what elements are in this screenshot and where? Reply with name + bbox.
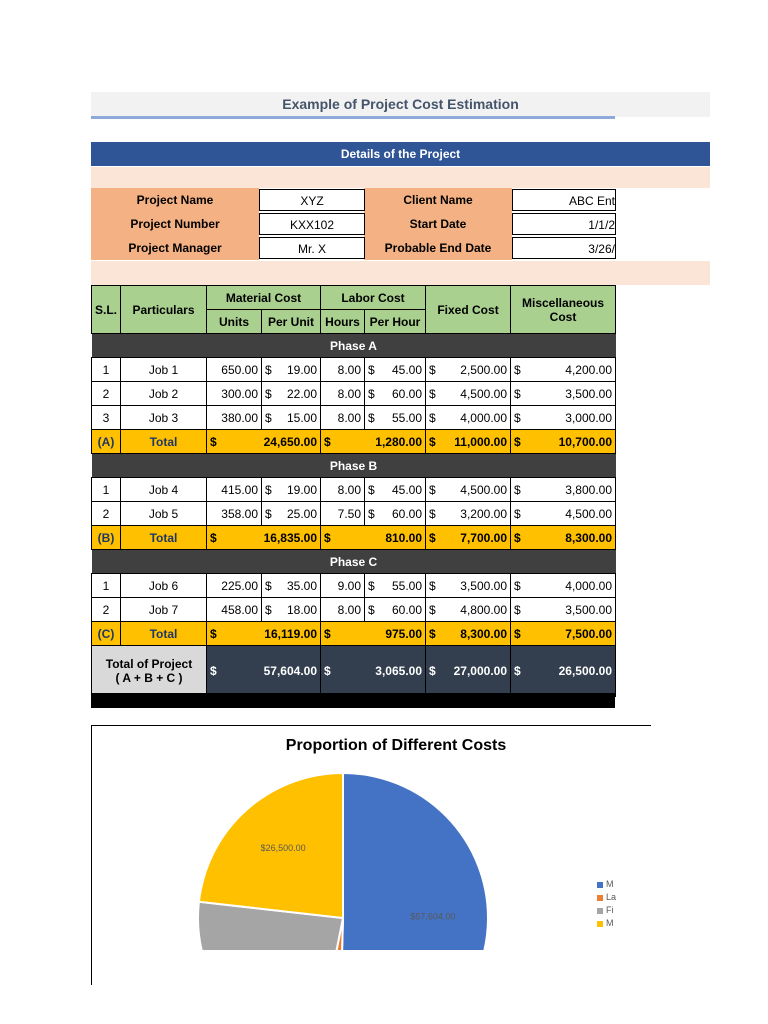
legend-swatch (597, 882, 603, 888)
project-name-label: Project Name (136, 193, 214, 207)
currency-symbol: $ (265, 386, 272, 401)
grand-total-material-value: 57,604.00 (263, 664, 318, 678)
header-particulars: Particulars (121, 286, 207, 334)
row-fixed (426, 358, 511, 382)
grand-total-fixed (426, 646, 511, 697)
row-job: Job 1 (121, 358, 207, 382)
project-number-value: KXX102 (259, 213, 365, 235)
row-fixed-value: 3,200.00 (460, 506, 508, 521)
title-underline (91, 116, 615, 119)
grand-total-labor (321, 646, 426, 697)
row-job: Job 5 (121, 502, 207, 526)
table-row (92, 502, 616, 526)
pie-data-label: $26,500.00 (260, 842, 306, 853)
row-fixed (426, 598, 511, 622)
row-hours: 8.00 (321, 406, 365, 430)
row-per-unit (262, 502, 321, 526)
row-job: Job 6 (121, 574, 207, 598)
total-label: Total (121, 526, 207, 550)
row-per-hour-value: 60.00 (391, 506, 423, 521)
row-fixed (426, 478, 511, 502)
currency-symbol: $ (324, 434, 331, 449)
row-fixed (426, 502, 511, 526)
legend-item (597, 904, 637, 917)
row-per-hour (365, 358, 426, 382)
row-fixed-value: 4,000.00 (460, 410, 508, 425)
header-per-unit: Per Unit (262, 310, 321, 334)
currency-symbol: $ (514, 602, 521, 617)
total-material (207, 430, 321, 454)
row-misc-value: 3,800.00 (565, 482, 613, 497)
row-units: 650.00 (207, 358, 262, 382)
row-units: 300.00 (207, 382, 262, 406)
row-job: Job 7 (121, 598, 207, 622)
total-label: Total (121, 622, 207, 646)
row-job: Job 2 (121, 382, 207, 406)
row-sl: 2 (92, 502, 121, 526)
header-fixed-cost: Fixed Cost (426, 286, 511, 334)
currency-symbol: $ (514, 530, 521, 545)
pie-slice-0 (339, 773, 488, 950)
row-misc-value: 3,000.00 (565, 410, 613, 425)
currency-symbol: $ (514, 482, 521, 497)
currency-symbol: $ (368, 578, 375, 593)
header-hours: Hours (321, 310, 365, 334)
table-row (92, 382, 616, 406)
grand-total-labor-value: 3,065.00 (375, 664, 423, 678)
currency-symbol: $ (324, 530, 331, 545)
header-misc-cost: Miscellaneous Cost (511, 286, 616, 334)
client-name-value: ABC Ent (512, 189, 616, 211)
currency-symbol: $ (514, 664, 521, 678)
currency-symbol: $ (210, 434, 217, 449)
row-fixed (426, 382, 511, 406)
row-per-hour-value: 45.00 (391, 362, 423, 377)
header-sl: S.L. (92, 286, 121, 334)
row-sl: 1 (92, 478, 121, 502)
row-hours: 8.00 (321, 598, 365, 622)
row-per-unit (262, 406, 321, 430)
row-misc-value: 4,500.00 (565, 506, 613, 521)
currency-symbol: $ (265, 362, 272, 377)
total-misc-value: 7,500.00 (565, 626, 613, 641)
legend-label: La (606, 892, 617, 902)
row-per-hour-value: 45.00 (391, 482, 423, 497)
phase-name: Phase B (92, 454, 616, 478)
total-labor-value: 975.00 (385, 626, 423, 641)
row-hours: 8.00 (321, 478, 365, 502)
row-sl: 3 (92, 406, 121, 430)
total-labor-value: 1,280.00 (375, 434, 423, 449)
details-header: Details of the Project (91, 142, 710, 166)
row-per-unit (262, 598, 321, 622)
row-per-hour (365, 598, 426, 622)
legend-label: Fi (606, 905, 614, 915)
total-code: (B) (92, 526, 121, 550)
header-labor-cost: Labor Cost (321, 286, 426, 310)
row-fixed (426, 406, 511, 430)
row-misc-value: 3,500.00 (565, 386, 613, 401)
total-material (207, 526, 321, 550)
legend-swatch (597, 921, 603, 927)
row-sl: 1 (92, 574, 121, 598)
row-per-unit (262, 358, 321, 382)
currency-symbol: $ (210, 530, 217, 545)
chart-legend (597, 878, 637, 930)
currency-symbol: $ (514, 362, 521, 377)
row-per-unit-value: 19.00 (286, 362, 318, 377)
currency-symbol: $ (324, 626, 331, 641)
row-per-hour (365, 478, 426, 502)
row-fixed-value: 3,500.00 (460, 578, 508, 593)
row-per-hour (365, 406, 426, 430)
row-fixed-value: 4,800.00 (460, 602, 508, 617)
legend-item (597, 891, 637, 904)
currency-symbol: $ (368, 410, 375, 425)
total-material-value: 24,650.00 (263, 434, 318, 449)
phase-header-row (92, 334, 616, 358)
row-per-hour (365, 574, 426, 598)
total-material-value: 16,119.00 (264, 626, 318, 641)
currency-symbol: $ (429, 434, 436, 449)
row-misc (511, 598, 616, 622)
currency-symbol: $ (265, 602, 272, 617)
peach-band-top (91, 167, 710, 188)
grand-total-fixed-value: 27,000.00 (453, 664, 508, 678)
row-per-unit (262, 574, 321, 598)
phase-name: Phase C (92, 550, 616, 574)
currency-symbol: $ (210, 626, 217, 641)
start-date-value: 1/1/2 (512, 213, 616, 235)
currency-symbol: $ (514, 626, 521, 641)
currency-symbol: $ (429, 410, 436, 425)
total-misc (511, 430, 616, 454)
total-misc (511, 526, 616, 550)
row-per-hour (365, 502, 426, 526)
currency-symbol: $ (429, 530, 436, 545)
currency-symbol: $ (429, 482, 436, 497)
row-hours: 9.00 (321, 574, 365, 598)
row-hours: 7.50 (321, 502, 365, 526)
legend-label: M (606, 918, 614, 928)
currency-symbol: $ (514, 386, 521, 401)
row-sl: 1 (92, 358, 121, 382)
row-sl: 2 (92, 382, 121, 406)
legend-item (597, 917, 637, 930)
total-misc-value: 8,300.00 (565, 530, 613, 545)
currency-symbol: $ (368, 362, 375, 377)
row-misc (511, 502, 616, 526)
total-fixed-value: 11,000.00 (454, 434, 508, 449)
row-units: 415.00 (207, 478, 262, 502)
total-fixed (426, 622, 511, 646)
total-labor (321, 622, 426, 646)
cost-table (91, 285, 616, 697)
row-misc (511, 478, 616, 502)
row-misc-value: 4,200.00 (565, 362, 613, 377)
phase-total-row (92, 622, 616, 646)
project-number-label: Project Number (130, 217, 220, 231)
row-misc-value: 3,500.00 (565, 602, 613, 617)
row-per-unit (262, 382, 321, 406)
total-fixed (426, 526, 511, 550)
grand-total-label (92, 646, 207, 697)
client-name-label: Client Name (403, 193, 473, 207)
header-per-hour: Per Hour (365, 310, 426, 334)
table-footer-bar (91, 693, 615, 708)
row-fixed-value: 2,500.00 (460, 362, 508, 377)
row-misc (511, 406, 616, 430)
legend-swatch (597, 895, 603, 901)
row-per-unit-value: 15.00 (286, 410, 318, 425)
row-sl: 2 (92, 598, 121, 622)
phase-header-row (92, 454, 616, 478)
currency-symbol: $ (429, 626, 436, 641)
total-code: (C) (92, 622, 121, 646)
grand-total-label-line2: ( A + B + C ) (115, 671, 183, 685)
row-per-unit-value: 25.00 (286, 506, 318, 521)
pie-data-label: $57,604.00 (410, 911, 456, 922)
table-row (92, 574, 616, 598)
total-misc (511, 622, 616, 646)
row-job: Job 3 (121, 406, 207, 430)
row-per-unit-value: 18.00 (286, 602, 318, 617)
row-per-hour-value: 60.00 (391, 602, 423, 617)
row-fixed-value: 4,500.00 (460, 482, 508, 497)
currency-symbol: $ (324, 664, 331, 678)
currency-symbol: $ (514, 410, 521, 425)
currency-symbol: $ (368, 386, 375, 401)
table-row (92, 406, 616, 430)
currency-symbol: $ (368, 602, 375, 617)
phase-total-row (92, 430, 616, 454)
total-material-value: 16,835.00 (263, 530, 318, 545)
row-misc (511, 574, 616, 598)
currency-symbol: $ (265, 506, 272, 521)
project-manager-label: Project Manager (128, 241, 222, 255)
total-material (207, 622, 321, 646)
currency-symbol: $ (429, 664, 436, 678)
phase-header-row (92, 550, 616, 574)
row-units: 358.00 (207, 502, 262, 526)
currency-symbol: $ (514, 434, 521, 449)
grand-total-material (207, 646, 321, 697)
currency-symbol: $ (210, 664, 217, 678)
header-material-cost: Material Cost (207, 286, 321, 310)
row-job: Job 4 (121, 478, 207, 502)
row-per-hour-value: 60.00 (391, 386, 423, 401)
currency-symbol: $ (429, 386, 436, 401)
total-label: Total (121, 430, 207, 454)
currency-symbol: $ (429, 602, 436, 617)
currency-symbol: $ (368, 482, 375, 497)
project-name-value: XYZ (259, 189, 365, 211)
total-misc-value: 10,700.00 (558, 434, 613, 449)
legend-item (597, 878, 637, 891)
total-labor (321, 430, 426, 454)
legend-swatch (597, 908, 603, 914)
row-units: 380.00 (207, 406, 262, 430)
row-misc (511, 382, 616, 406)
chart-title: Proportion of Different Costs (285, 737, 507, 754)
row-misc (511, 358, 616, 382)
grand-total-misc (511, 646, 616, 697)
row-units: 225.00 (207, 574, 262, 598)
row-per-unit-value: 35.00 (286, 578, 318, 593)
header-units: Units (207, 310, 262, 334)
total-fixed-value: 8,300.00 (460, 626, 508, 641)
legend-label: M (606, 879, 614, 889)
row-per-unit-value: 22.00 (286, 386, 318, 401)
project-manager-value: Mr. X (259, 237, 365, 259)
currency-symbol: $ (429, 362, 436, 377)
row-per-hour-value: 55.00 (391, 578, 423, 593)
total-code: (A) (92, 430, 121, 454)
row-per-hour-value: 55.00 (391, 410, 423, 425)
currency-symbol: $ (514, 506, 521, 521)
phase-total-row (92, 526, 616, 550)
peach-band-bottom (91, 261, 710, 285)
grand-total-misc-value: 26,500.00 (558, 664, 613, 678)
end-date-value: 3/26/ (512, 237, 616, 259)
currency-symbol: $ (429, 578, 436, 593)
page-title: Example of Project Cost Estimation (282, 96, 519, 112)
row-per-hour (365, 382, 426, 406)
row-fixed (426, 574, 511, 598)
grand-total-label-line1: Total of Project (105, 657, 193, 671)
currency-symbol: $ (265, 482, 272, 497)
currency-symbol: $ (514, 578, 521, 593)
row-per-unit-value: 19.00 (286, 482, 318, 497)
currency-symbol: $ (265, 410, 272, 425)
row-units: 458.00 (207, 598, 262, 622)
table-row (92, 478, 616, 502)
currency-symbol: $ (265, 578, 272, 593)
total-fixed (426, 430, 511, 454)
total-fixed-value: 7,700.00 (460, 530, 508, 545)
grand-total-row (92, 646, 616, 697)
start-date-label: Start Date (409, 217, 467, 231)
row-fixed-value: 4,500.00 (460, 386, 508, 401)
table-row (92, 598, 616, 622)
total-labor-value: 810.00 (385, 530, 423, 545)
end-date-label: Probable End Date (384, 241, 492, 255)
table-row (92, 358, 616, 382)
row-per-unit (262, 478, 321, 502)
row-misc-value: 4,000.00 (565, 578, 613, 593)
currency-symbol: $ (368, 506, 375, 521)
total-labor (321, 526, 426, 550)
row-hours: 8.00 (321, 382, 365, 406)
currency-symbol: $ (429, 506, 436, 521)
phase-name: Phase A (92, 334, 616, 358)
row-hours: 8.00 (321, 358, 365, 382)
